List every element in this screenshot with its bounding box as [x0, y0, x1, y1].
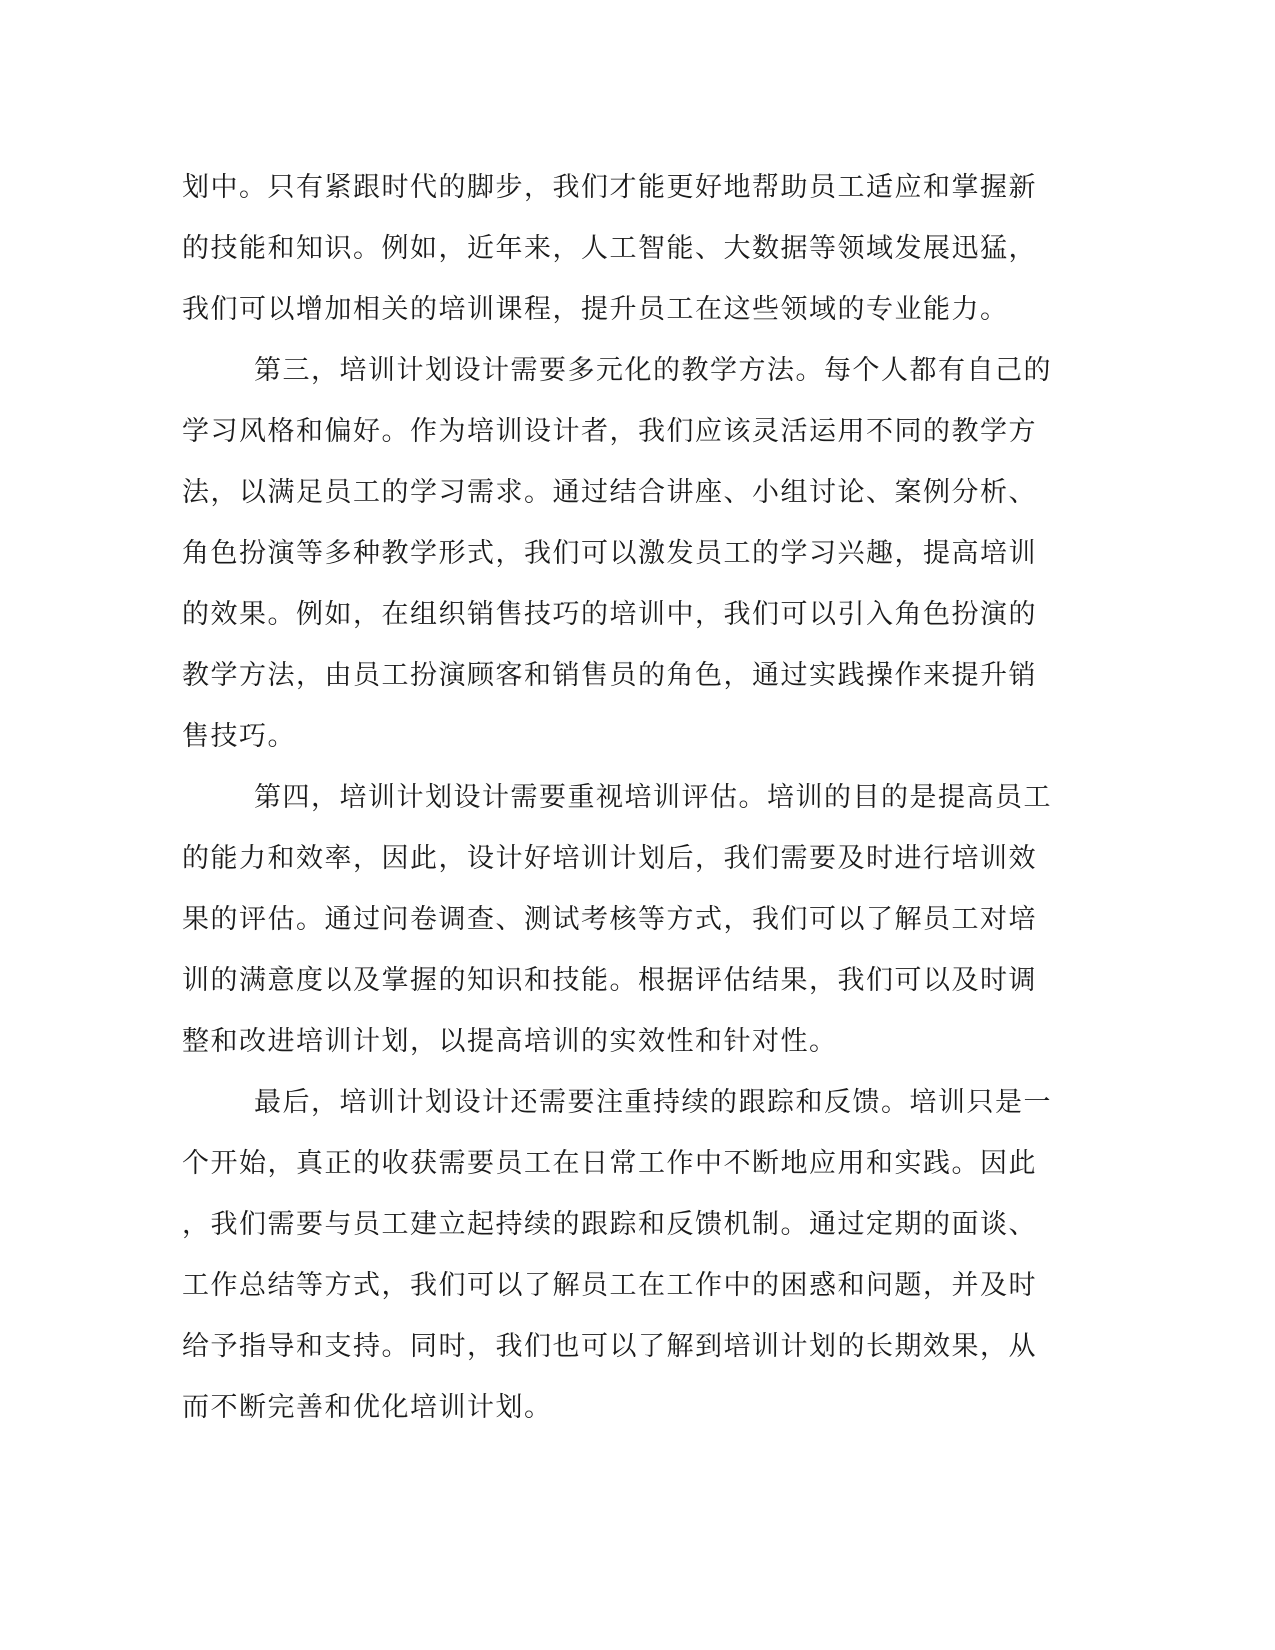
text-line-first: 第四，培训计划设计需要重视培训评估。培训的目的是提高员工: [254, 782, 1052, 813]
text-line: 划中。只有紧跟时代的脚步，我们才能更好地帮助员工适应和掌握新: [182, 172, 1037, 203]
text-line-first: 第三，培训计划设计需要多元化的教学方法。每个人都有自己的: [254, 355, 1052, 386]
text-line: 整和改进培训计划，以提高培训的实效性和针对性。: [182, 1026, 838, 1057]
text-line: 法，以满足员工的学习需求。通过结合讲座、小组讨论、案例分析、: [182, 477, 1037, 508]
paragraph-3: [182, 767, 1062, 1072]
text-line: 角色扮演等多种教学形式，我们可以激发员工的学习兴趣，提高培训: [182, 538, 1037, 569]
text-line-first: 最后，培训计划设计还需要注重持续的跟踪和反馈。培训只是一: [254, 1087, 1052, 1118]
text-line: 个开始，真正的收获需要员工在日常工作中不断地应用和实践。因此: [182, 1148, 1037, 1179]
text-line: ，我们需要与员工建立起持续的跟踪和反馈机制。通过定期的面谈、: [182, 1209, 1037, 1240]
text-line: 的技能和知识。例如，近年来，人工智能、大数据等领域发展迅猛，: [182, 233, 1037, 264]
paragraph-2: [182, 340, 1062, 767]
text-line: 训的满意度以及掌握的知识和技能。根据评估结果，我们可以及时调: [182, 965, 1037, 996]
text-line: 的能力和效率，因此，设计好培训计划后，我们需要及时进行培训效: [182, 843, 1037, 874]
document-body: [182, 157, 1062, 1438]
paragraph-1: [182, 157, 1062, 340]
text-line: 学习风格和偏好。作为培训设计者，我们应该灵活运用不同的教学方: [182, 416, 1037, 447]
text-line: 的效果。例如，在组织销售技巧的培训中，我们可以引入角色扮演的: [182, 599, 1037, 630]
text-line: 工作总结等方式，我们可以了解员工在工作中的困惑和问题，并及时: [182, 1270, 1037, 1301]
text-line: 给予指导和支持。同时，我们也可以了解到培训计划的长期效果，从: [182, 1331, 1037, 1362]
text-line: 售技巧。: [182, 721, 296, 752]
text-line: 教学方法，由员工扮演顾客和销售员的角色，通过实践操作来提升销: [182, 660, 1037, 691]
text-line: 而不断完善和优化培训计划。: [182, 1392, 553, 1423]
paragraph-4: [182, 1072, 1062, 1438]
text-line: 我们可以增加相关的培训课程，提升员工在这些领域的专业能力。: [182, 294, 1009, 325]
text-line: 果的评估。通过问卷调查、测试考核等方式，我们可以了解员工对培: [182, 904, 1037, 935]
